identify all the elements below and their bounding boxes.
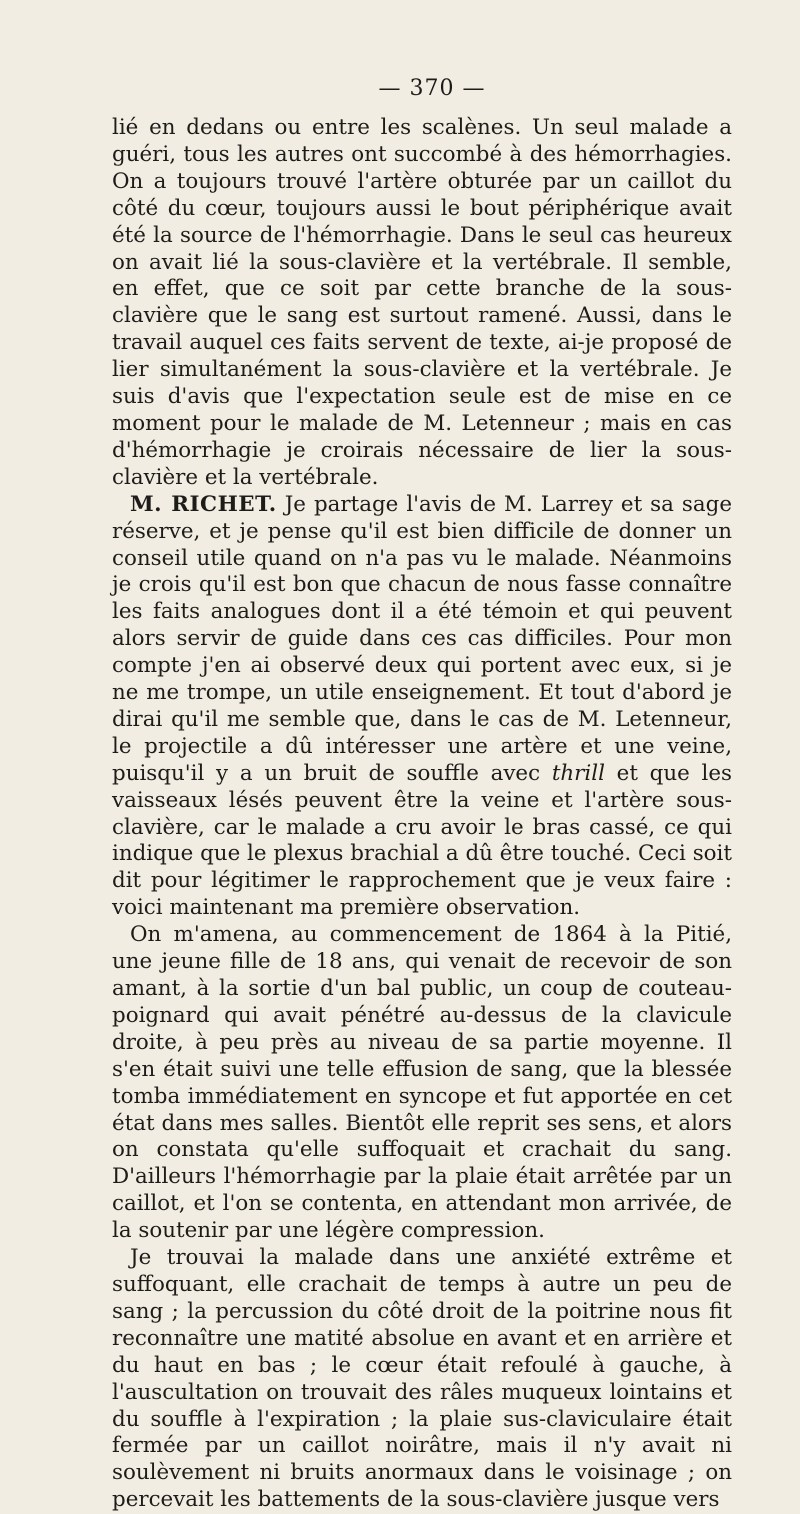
paragraph-richet-text-2: et que les vaisseaux lésés peuvent être la veine et l'artère sous-clavière, car le malade a cru avoir le bras cassé, ce qui indique que le plexus brachial a dû être touché. Ceci soit dit pour légitimer le rapprochement que je veux faire : voici maintenant ma première observation. <box>112 760 732 921</box>
body-text <box>112 115 732 1514</box>
speaker-name: M. RICHET. <box>130 491 277 517</box>
paragraph-richet <box>112 492 732 923</box>
paragraph-observation: On m'amena, au commencement de 1864 à la Pitié, une jeune fille de 18 ans, qui venait de recevoir de son amant, à la sortie d'un bal public, un coup de couteau-poignard qui avait pénétré au-dessus de la clavicule droite, à peu près au niveau de sa partie moyenne. Il s'en était suivi une telle effusion de sang, que la blessée tomba immédiatement en syncope et fut apportée en cet état dans mes salles. Bientôt elle reprit ses sens, et alors on constata qu'elle suffoquait et crachait du sang. D'ailleurs l'hémorrhagie par la plaie était arrêtée par un caillot, et l'on se contenta, en attendant mon arrivée, de la soutenir par une légère compression. <box>112 922 732 1244</box>
paragraph-continuation: lié en dedans ou entre les scalènes. Un seul malade a guéri, tous les autres ont succombé à des hémorrhagies. On a toujours trouvé l'artère obturée par un caillot du côté du cœur, toujours aussi le bout périphérique avait été la source de l'hémorrhagie. Dans le seul cas heureux on avait lié la sous-clavière et la vertébrale. Il semble, en effet, que ce soit par cette branche de la sous-clavière que le sang est surtout ramené. Aussi, dans le travail auquel ces faits servent de texte, ai-je proposé de lier simultanément la sous-clavière et la vertébrale. Je suis d'avis que l'expectation seule est de mise en ce moment pour le malade de M. Letenneur ; mais en cas d'hémorrhagie je croirais nécessaire de lier la sous-clavière et la vertébrale. <box>112 115 732 490</box>
paragraph-richet-text-1: Je partage l'avis de M. Larrey et sa sage réserve, et je pense qu'il est bien difficile de donner un conseil utile quand on n'a pas vu le malade. Néanmoins je crois qu'il est bon que chacun de nous fasse connaître les faits analogues dont il a été témoin et qui peuvent alors servir de guide dans ces cas difficiles. Pour mon compte j'en ai observé deux qui portent avec eux, si je ne me trompe, un utile enseignement. Et tout d'abord je dirai qu'il me semble que, dans le cas de M. Letenneur, le projectile a dû intéresser une artère et une veine, puisqu'il y a un bruit de souffle avec <box>112 491 732 786</box>
italic-term: thrill <box>551 760 605 786</box>
paragraph-examination: Je trouvai la malade dans une anxiété extrême et suffoquant, elle crachait de temps à autre un peu de sang ; la percussion du côté droit de la poitrine nous fit reconnaître une matité absolue en avant et en arrière et du haut en bas ; le cœur était refoulé à gauche, à l'auscultation on trouvait des râles muqueux lointains et du souffle à l'expiration ; la plaie sus-claviculaire était fermée par un caillot noirâtre, mais il n'y avait ni soulèvement ni bruits anormaux dans le voisinage ; on percevait les battements de la sous-clavière jusque vers <box>112 1245 732 1513</box>
page-number: — 370 — <box>378 76 486 101</box>
